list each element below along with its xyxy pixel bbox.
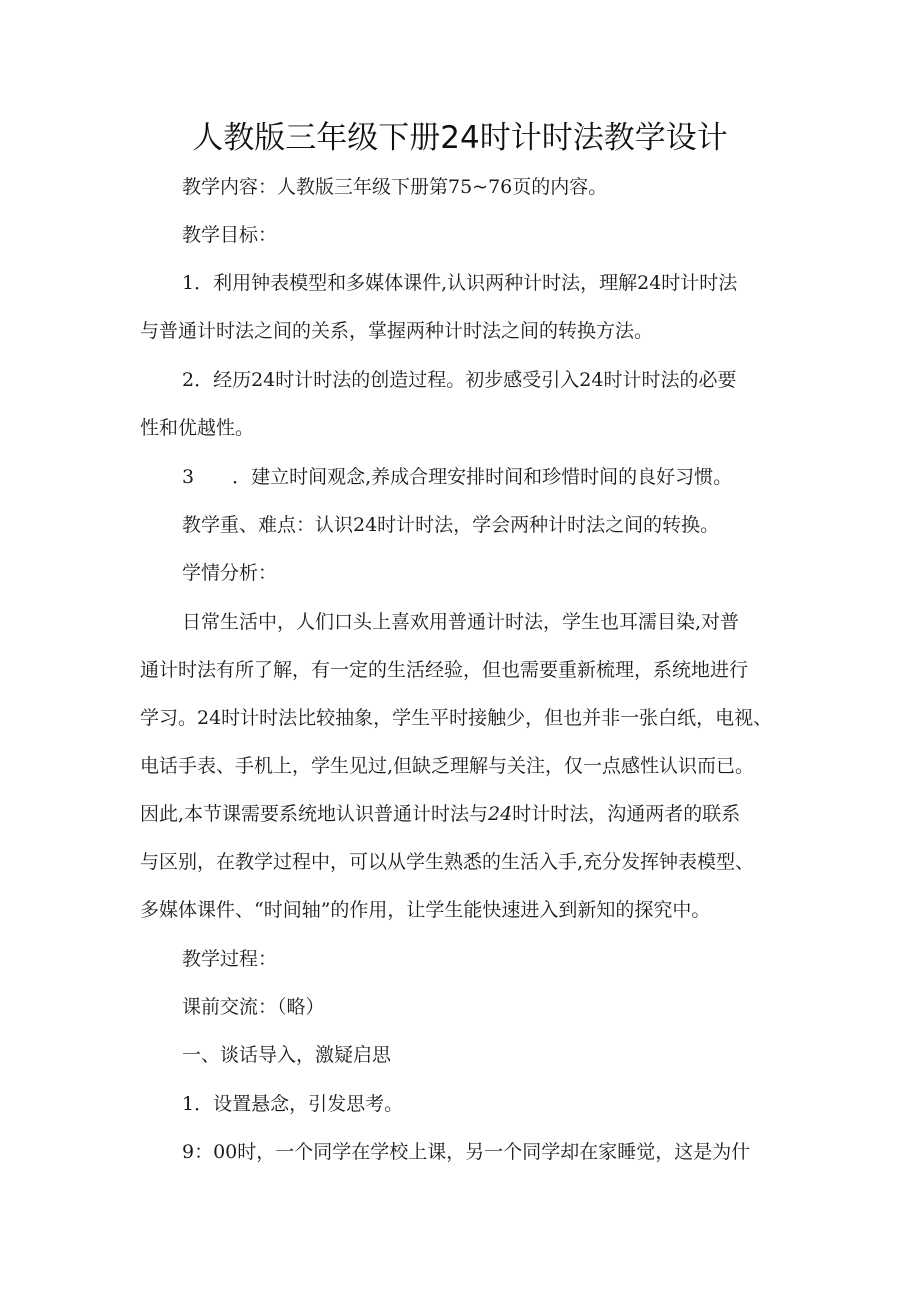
analysis-line-1: 日常生活中，人们口头上喜欢用普通计时法，学生也耳濡目染,对普 [182,611,740,633]
goal-2-line-2: 性和优越性。 [140,417,255,439]
key-points: 教学重、难点：认识24时计时法，学会两种计时法之间的转换。 [182,514,720,536]
analysis-line-5-post: 时计时法，沟通两者的联系 [512,803,741,825]
goal-3-number: 3 [182,466,195,488]
goal-3 [182,468,732,487]
goal-2-line-1: 2．经历24时计时法的创造过程。初步感受引入24时计时法的必要 [182,369,737,391]
analysis-heading: 学情分析： [182,562,278,584]
pre-class-exchange: 课前交流：（略） [182,996,325,1018]
goal-1-line-2: 与普通计时法之间的关系，掌握两种计时法之间的转换方法。 [140,320,654,342]
analysis-line-5 [140,805,740,824]
analysis-line-4: 电话手表、手机上，学生见过,但缺乏理解与关注，仅一点感性认识而已。 [140,755,755,777]
goal-3-text: ．建立时间观念,养成合理安排时间和珍惜时间的良好习惯。 [232,466,733,488]
teaching-content: 教学内容：人教版三年级下册第75~76页的内容。 [182,176,608,198]
step-1: 1．设置悬念，引发思考。 [182,1093,404,1115]
analysis-line-5-pre: 因此,本节课需要系统地认识普通计时法与 [140,803,489,825]
analysis-line-6: 与区别，在教学过程中，可以从学生熟悉的生活入手,充分发挥钟表模型、 [140,851,755,873]
section-1-heading: 一、谈话导入，激疑启思 [182,1044,392,1066]
analysis-line-2: 通计时法有所了解，有一定的生活经验，但也需要重新梳理，系统地进行 [140,659,749,681]
process-heading: 教学过程： [182,948,278,970]
analysis-line-3: 学习。24时计时法比较抽象，学生平时接触少，但也并非一张白纸，电视、 [140,707,773,729]
goal-1-line-1: 1．利用钟表模型和多媒体课件,认识两种计时法，理解24时计时法 [182,272,738,294]
analysis-line-7: 多媒体课件、“时间轴”的作用，让学生能快速进入到新知的探究中。 [140,899,711,921]
last-line: 9：00时，一个同学在学校上课，另一个同学却在家睡觉，这是为什 [182,1141,751,1163]
analysis-line-5-number: 24 [488,803,513,825]
document-title: 人教版三年级下册24时计时法教学设计 [192,120,728,156]
goals-heading: 教学目标： [182,224,278,246]
